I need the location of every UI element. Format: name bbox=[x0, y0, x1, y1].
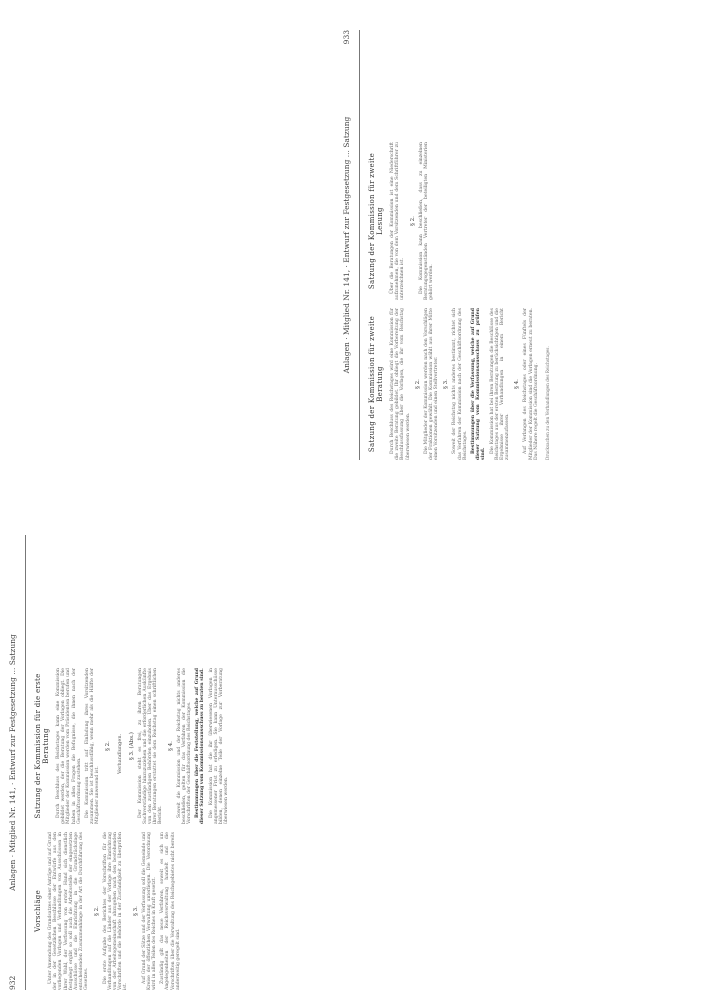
right-page-header bbox=[342, 30, 358, 460]
left-page-header bbox=[8, 535, 24, 990]
paragraph: Zuständig gilt das neue Verfahren, soweit es sich um Angelegenheiten der Reichsverwaltung handelt und die Vorschriften über die Verwaltung des Reichsgebietes nicht bereits anderweitig geregelt sind. bbox=[160, 832, 181, 990]
left-page-number: 932 bbox=[8, 975, 17, 990]
paragraph: Die Kommission hat bei ihren Beratungen die Beschlüsse des Reichstages aus der ersten Beratung zu berücksichtigen und die Ergebnisse ihrer Verhandlungen in einem Bericht zusammenzufassen. bbox=[489, 308, 511, 460]
section-mark: § 3. bbox=[443, 379, 450, 389]
paragraph: Durch Beschluss des Reichstages wird eine Kommission für die zweite Beratung gebildet. Ihr obliegt die Vorbereitung der Beschlussfassung über die Vorlagen, die ihr vom Reichstag überwiesen werden. bbox=[390, 308, 411, 460]
paragraph: Unter Anwendung des Grundsatzes einer Anträge und auf Grund der in der Gesetzlichen Beschlüsse der Entwürfe aus den vorliegenden Vorlagen und Verhandlungen von Ausschüssen in ihrer Wahl, der Verfassung von erster Hand sich dienstlich festgelegt ergibt so soll auch die Arbeitsstelle der eingesetzten Ausschüsse und die Einrichtung in die Grundstückslage entscheidenden Zusammenhänge in der Art die Durchführung des Gesetzes. bbox=[48, 832, 90, 990]
left-running-head: Anlagen · Mitglied Nr. 141, · Entwurf zur Festgesetzung ... Satzung bbox=[8, 634, 17, 891]
column-title: Vorschläge bbox=[34, 889, 42, 933]
bold-paragraph: Bestimmungen über die Feststellung, welche auf Grund dieser Satzung vom Kommissionsausschuss zu beraten sind. bbox=[195, 668, 206, 824]
section-mark: § 2. bbox=[414, 379, 421, 389]
right-column-b bbox=[366, 142, 437, 300]
left-column-a bbox=[32, 832, 184, 990]
paragraph: Über die Beratungen der Kommission ist eine Niederschrift aufzunehmen, die von dem Vorsitzenden und dem Schriftführer zu unterzeichnen ist. bbox=[390, 142, 406, 300]
right-column-a bbox=[366, 308, 550, 460]
paragraph: Die erste Aufgabe des Berichtes der Vorschriften für die Verhandlungen auf die Länder aus der Vorlage ihre Einrichtung von der Arbeitsgemeinschaft abzugeben nach den bestehenden Vorschriften und die Behörde in der Zuständigkeit zu überprüfen ist. bbox=[102, 832, 129, 990]
dfg-banner bbox=[678, 0, 700, 1000]
paragraph: Soweit der Reichstag nichts anderes bestimmt, richtet sich das Verfahren der Kommission nach der Geschäftsordnung des Reichstages. bbox=[452, 308, 468, 460]
left-page bbox=[8, 535, 330, 990]
section-mark: § 3. (Abs.) bbox=[128, 732, 135, 760]
column-title: Satzung der Kommission für zweite Lesung bbox=[368, 152, 384, 290]
right-page bbox=[342, 30, 660, 460]
header-rule bbox=[25, 535, 26, 990]
footnote: Drucksachen zu den Verhandlungen des Reichstages. bbox=[545, 346, 551, 460]
paragraph: Die Kommission hat die ihr überwiesenen Vorlagen in angemessener Frist zu erledigen. Sie kann Unterausschüsse bilden, denen einzelne Teile der Vorlage zur Vorberatung überwiesen werden. bbox=[208, 668, 230, 824]
paragraph: Auf Verlangen des Reichstages oder eines Fünftels der Mitglieder der Kommission sind die Vorlagen erneut zu beraten. Das Nähere regelt die Geschäftsordnung. bbox=[523, 308, 539, 460]
right-running-head: Anlagen · Mitglied Nr. 141, · Entwurf zur Festgesetzung ... Satzung bbox=[342, 116, 351, 374]
section-mark: § 2. bbox=[104, 741, 111, 751]
paragraph: Durch Beschluss des Reichstages kann eine Kommission gebildet werden, der die Beratung der Vorlagen obliegt. Die Mitglieder der Kommission werden vom Präsidenten berufen und haben in allen Fragen die Befugnisse, die ihnen nach der Geschäftsordnung zustehen. bbox=[56, 668, 82, 824]
paragraph: Der Kommission steht es frei, zu ihren Beratungen Sachverständige hinzuzuziehen und die erforderlichen Auskünfte von den zuständigen Behörden einzuholen. Über das Ergebnis ihrer Beratungen erstattet sie dem Reichstag einen schriftlichen Bericht. bbox=[137, 668, 164, 824]
column-title: Satzung der Kommission für die erste Beratung bbox=[34, 673, 50, 819]
right-page-number: 933 bbox=[342, 30, 351, 45]
column-title: Satzung der Kommission für zweite Beratung bbox=[368, 315, 384, 453]
section-mark: § 3. bbox=[132, 906, 139, 916]
section-mark: § 4. bbox=[167, 741, 174, 751]
paragraph: Die Kommission tritt auf Einladung ihres Vorsitzenden zusammen. Sie ist beschlussfähig, wenn mehr als die Hälfte der Mitglieder anwesend ist. bbox=[85, 668, 101, 824]
left-column-b bbox=[32, 668, 232, 824]
section-mark: § 4. bbox=[514, 379, 521, 389]
header-rule bbox=[359, 30, 360, 460]
paragraph: Soweit die Kommission und der Reichstag nichts anderes beschließen, gelten für das Verfahren der Kommission die Vorschriften der Geschäftsordnung des Reichstages. bbox=[176, 668, 193, 824]
paragraph: Die Mitglieder der Kommission werden nach den Vorschlägen der Fraktionen gewählt. Die Kommission wählt aus ihrer Mitte einen Vorsitzenden und einen Stellvertreter. bbox=[423, 308, 440, 460]
bold-paragraph: Bestimmungen über die Verfassung, welche auf Grund dieser Satzung vom Kommissionsausschuss zu prüfen sind. bbox=[471, 308, 487, 460]
section-mark: § 2. bbox=[93, 906, 100, 916]
paragraph: Die Kommission kann beschließen, dass zu einzelnen Beratungsgegenständen Vertreter der beteiligten Ministerien gehört werden. bbox=[418, 142, 435, 300]
short-line: Verhandlungen. bbox=[116, 733, 123, 774]
paragraph: Auf Grund der Sätze und der Verfassung soll die Gemeinde und Kreise der öffentlichen Verwaltung unterliegen. Die Verordnung wird in allen Teilen des Reiches in Kraft gesetzt. bbox=[141, 832, 158, 990]
section-mark: § 2. bbox=[409, 216, 416, 226]
